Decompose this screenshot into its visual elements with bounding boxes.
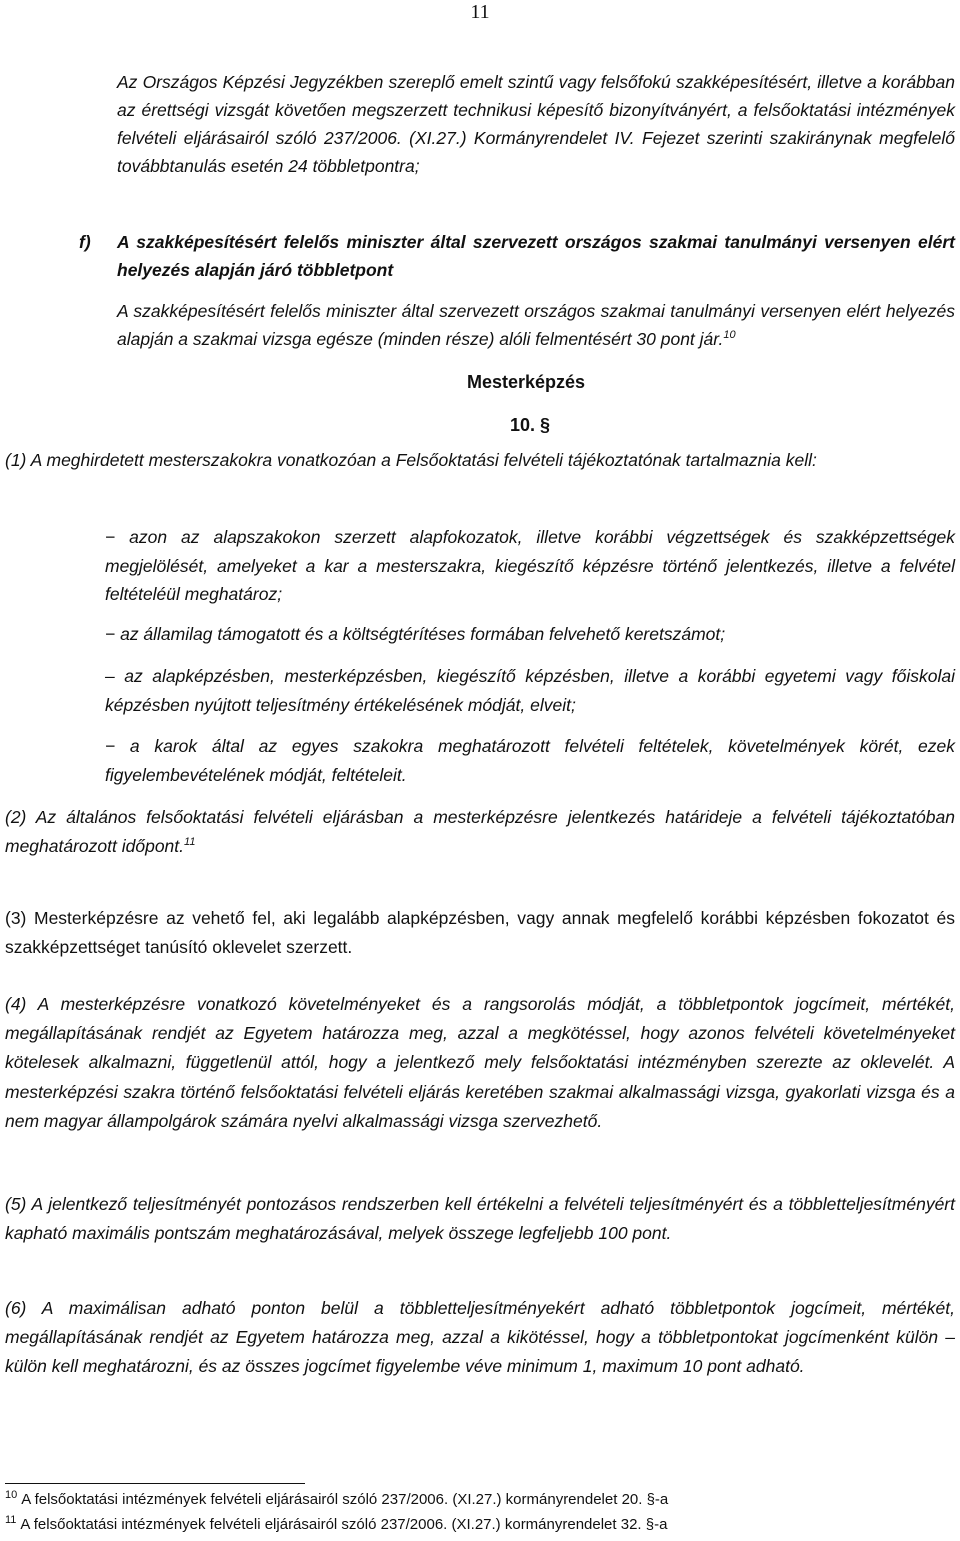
- section-title: Mesterképzés: [467, 372, 586, 392]
- item-f-title: A szakképesítésért felelős miniszter által szervezett országos szakmai tanulmányi versenyen elért helyezés alapján járó többletpont: [117, 232, 955, 280]
- paragraph-6: (6) A maximálisan adható ponton belül a többletteljesítményekért adható többletpontok jogcímeit, mértékét, megállapításának rendjét az Egyetem határozza meg, azzal a kikötéssel, hogy a többletpontokat jogcímenként külön – külön kell meghatározni, és az összes jogcímet figyelembe véve minimum 1, maximum 10 pont adható.: [5, 1298, 955, 1377]
- paragraph-2: [5, 803, 955, 861]
- paragraph-3: (3) Mesterképzésre az vehető fel, aki legalább alapképzésben, vagy annak megfelelő korábbi képzésben fokozatot és szakképzettséget tanúsító oklevelet szerzett.: [5, 908, 955, 957]
- paragraph-1: (1) A meghirdetett mesterszakokra vonatkozóan a Felsőoktatási felvételi tájékoztatónak tartalmaznia kell:: [5, 450, 817, 470]
- paragraph-2-text: (2) Az általános felsőoktatási felvételi eljárásban a mesterképzésre jelentkezés határideje a felvételi tájékoztatóban meghatározott időpont.: [5, 807, 955, 856]
- dash-item-1: − azon az alapszakokon szerzett alapfokozatok, illetve korábbi végzettségek és szakképzettségek megjelölését, amelyeket a kar a mesterszakra, kiegészítő képzésre történő jelentkezés, illetve a felvétel feltételéül meghatároz;: [105, 527, 955, 604]
- item-f-body: [117, 297, 955, 353]
- footnote-ref-10: 10: [723, 329, 736, 342]
- footnote-10-text: A felsőoktatási intézmények felvételi eljárásairól szóló 237/2006. (XI.27.) kormányrendelet 20. §-a: [21, 1491, 669, 1508]
- dash-item-4: − a karok által az egyes szakokra meghatározott felvételi feltételek, követelmények körét, ezek figyelembevételének módját, feltételeit.: [105, 736, 955, 785]
- footnote-11: [5, 1515, 955, 1535]
- intro-paragraph: Az Országos Képzési Jegyzékben szereplő emelt szintű vagy felsőfokú szakképesítésért, illetve a korábban az érettségi vizsgát követően megszerzett technikusi képesítő bizonyítványért, a felsőoktatási intézmények felvételi eljárásairól szóló 237/2006. (XI.27.) Kormányrendelet IV. Fejezet szerinti szakiránynak megfelelő továbbtanulás esetén 24 többletpontra;: [117, 72, 955, 176]
- footnote-11-text: A felsőoktatási intézmények felvételi eljárásairól szóló 237/2006. (XI.27.) kormányrendelet 32. §-a: [20, 1516, 668, 1533]
- footnote-divider: [5, 1483, 305, 1484]
- paragraph-5: (5) A jelentkező teljesítményét pontozásos rendszerben kell értékelni a felvételi teljesítményért és a többletteljesítményért kapható maximális pontszám meghatározásával, melyek összege legfeljebb 100 pont.: [5, 1194, 955, 1244]
- dash-item-2: − az államilag támogatott és a költségtérítéses formában felvehető keretszámot;: [105, 624, 726, 644]
- item-f-letter: f): [79, 232, 91, 252]
- footnote-10: [5, 1490, 955, 1510]
- section-number: 10. §: [510, 415, 551, 435]
- dash-item-3: – az alapképzésben, mesterképzésben, kiegészítő képzésben, illetve a korábbi egyetemi vagy főiskolai képzésben nyújtott teljesítmény értékelésének módját, elveit;: [105, 666, 955, 715]
- page-number: 11: [470, 1, 490, 23]
- paragraph-4: (4) A mesterképzésre vonatkozó követelményeket és a rangsorolás módját, a többletpontok jogcímeit, mértékét, megállapításának rendjét az Egyetem határozza meg, azzal a megkötéssel, hogy azonos felvételi követelményeket kötelesek alkalmazni, függetlenül attól, hogy a jelentkező mely felsőoktatási intézményben szerezte az oklevelét. A mesterképzési szakra történő felsőoktatási felvételi eljárás keretében szakmai alkalmassági vizsga, gyakorlati vizsga és a nem magyar állampolgárok számára nyelvi alkalmassági vizsga szervezhető.: [5, 994, 955, 1131]
- footnote-11-number: 11: [5, 1514, 17, 1526]
- footnote-ref-11: 11: [184, 836, 196, 849]
- item-f-body-text: A szakképesítésért felelős miniszter által szervezett országos szakmai tanulmányi versenyen elért helyezés alapján a szakmai vizsga egésze (minden része) alóli felmentésért 30 pont jár.: [117, 301, 955, 349]
- footnote-10-number: 10: [5, 1489, 18, 1501]
